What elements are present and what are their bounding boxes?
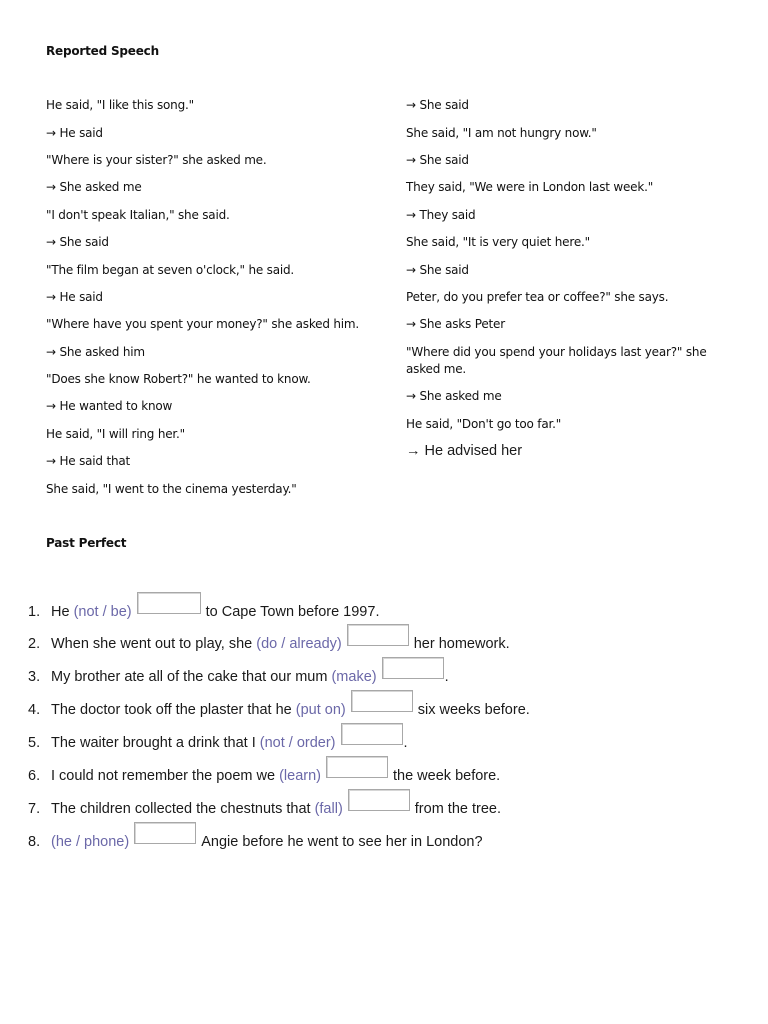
answer-input-3[interactable]: [382, 657, 444, 679]
sentence-start: I could not remember the poem we: [51, 768, 276, 784]
verb-hint: (he / phone): [51, 834, 130, 850]
left-line-8: → He said: [46, 290, 103, 304]
verb-hint: (make): [331, 669, 377, 685]
sentence-end: from the tree.: [414, 801, 502, 817]
right-line-11: → She asked me: [406, 389, 502, 403]
answer-input-4[interactable]: [351, 690, 413, 712]
left-line-9: "Where have you spent your money?" she asked him.: [46, 317, 359, 331]
right-line-13: → He advised her: [406, 443, 523, 459]
answer-input-2[interactable]: [347, 624, 409, 646]
item-number: 1.: [28, 604, 41, 620]
left-line-3: "Where is your sister?" she asked me.: [46, 153, 267, 167]
left-line-5: "I don't speak Italian," she said.: [46, 208, 230, 222]
right-line-5: → They said: [406, 208, 476, 222]
item-number: 7.: [28, 801, 41, 817]
answer-input-5[interactable]: [341, 723, 403, 745]
item-number: 6.: [28, 768, 41, 784]
item-number: 2.: [28, 636, 41, 652]
sentence-start: When she went out to play, she: [51, 636, 253, 652]
answer-input-1[interactable]: [137, 592, 201, 614]
verb-hint: (do / already): [256, 636, 342, 652]
left-line-7: "The film began at seven o'clock," he said.: [46, 263, 295, 277]
left-line-15: She said, "I went to the cinema yesterday.": [46, 482, 297, 496]
right-line-12: He said, "Don't go too far.": [406, 417, 562, 431]
sentence-end: Angie before he went to see her in London?: [201, 834, 483, 850]
left-line-1: He said, "I like this song.": [46, 98, 194, 112]
sentence-start: The children collected the chestnuts that: [51, 801, 311, 817]
left-line-2: → He said: [46, 126, 103, 140]
answer-input-8[interactable]: [134, 822, 196, 844]
left-line-13: He said, "I will ring her.": [46, 427, 185, 441]
verb-hint: (not / be): [73, 604, 132, 620]
verb-hint: (fall): [314, 801, 343, 817]
item-number: 3.: [28, 669, 41, 685]
right-line-4: They said, "We were in London last week.": [406, 180, 654, 194]
right-line-2: She said, "I am not hungry now.": [406, 126, 597, 140]
right-line-8: Peter, do you prefer tea or coffee?" she says.: [406, 290, 669, 304]
sentence-end: the week before.: [393, 768, 501, 784]
right-line-1: → She said: [406, 98, 469, 112]
sentence-start: The waiter brought a drink that I: [51, 735, 256, 751]
sentence-end: .: [403, 735, 408, 751]
item-number: 5.: [28, 735, 41, 751]
sentence-end: six weeks before.: [417, 702, 530, 718]
verb-hint: (put on): [295, 702, 346, 718]
left-line-6: → She said: [46, 235, 109, 249]
answer-input-7[interactable]: [348, 789, 410, 811]
right-line-10: "Where did you spend your holidays last year?" she asked me.: [406, 345, 707, 376]
sentence-start: My brother ate all of the cake that our mum: [51, 669, 328, 685]
reported-speech-title: Reported Speech: [46, 44, 159, 58]
right-line-6: She said, "It is very quiet here.": [406, 235, 590, 249]
right-line-3: → She said: [406, 153, 469, 167]
left-line-10: → She asked him: [46, 345, 145, 359]
right-line-7: → She said: [406, 263, 469, 277]
item-number: 4.: [28, 702, 41, 718]
sentence-end: .: [444, 669, 449, 685]
left-line-11: "Does she know Robert?" he wanted to know.: [46, 372, 311, 386]
past-perfect-title: Past Perfect: [46, 536, 127, 550]
sentence-start: The doctor took off the plaster that he: [51, 702, 292, 718]
left-line-14: → He said that: [46, 454, 131, 468]
right-line-9: → She asks Peter: [406, 317, 505, 331]
item-number: 8.: [28, 834, 41, 850]
answer-input-6[interactable]: [326, 756, 388, 778]
sentence-end: to Cape Town before 1997.: [205, 604, 380, 620]
left-line-12: → He wanted to know: [46, 399, 173, 413]
sentence-start: He: [51, 604, 70, 620]
verb-hint: (learn): [279, 768, 321, 784]
left-line-4: → She asked me: [46, 180, 142, 194]
sentence-end: her homework.: [413, 636, 510, 652]
verb-hint: (not / order): [259, 735, 336, 751]
